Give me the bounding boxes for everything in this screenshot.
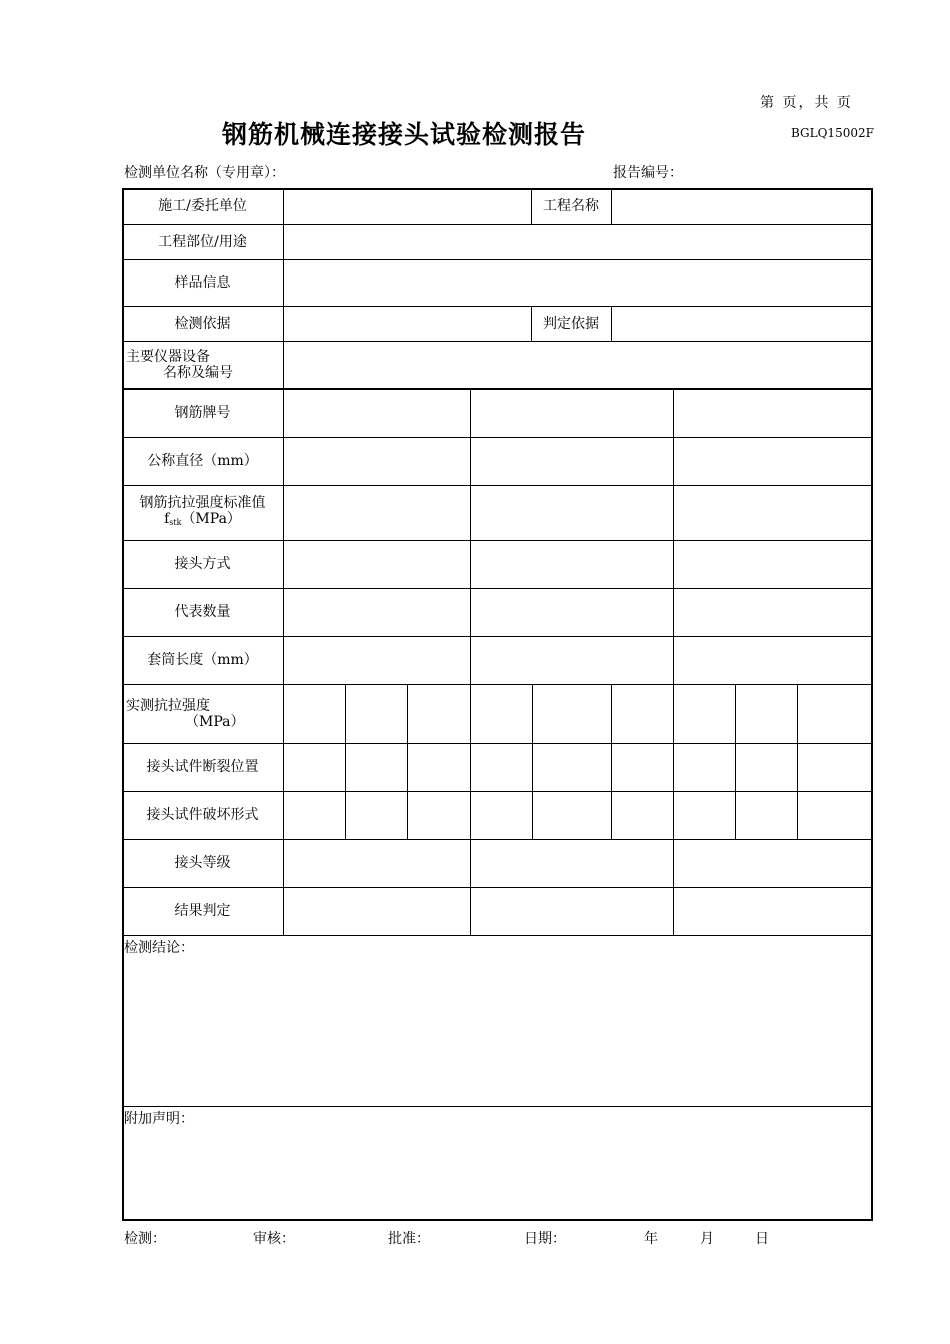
approver-label: 批准： <box>388 1231 430 1247</box>
column-divider <box>673 388 674 935</box>
column-divider <box>611 306 612 341</box>
page-number: 第 页，共 页 <box>760 95 853 111</box>
tensile-standard-line2 <box>164 511 241 531</box>
equipment-label-line2: 名称及编号 <box>163 364 233 381</box>
tester-label: 检测： <box>124 1231 166 1247</box>
equipment-label <box>122 341 283 388</box>
quantity-label: 代表数量 <box>174 604 231 620</box>
form-code: BGLQ15002F <box>791 126 874 140</box>
year-label: 年 <box>644 1231 658 1247</box>
measured-strength-line2: （MPa） <box>185 713 245 730</box>
rebar-grade-label: 钢筋牌号 <box>174 404 231 421</box>
date-label: 日期： <box>524 1231 566 1247</box>
column-divider <box>611 684 612 839</box>
joint-grade-label: 接头等级 <box>174 855 231 871</box>
sample-info-label: 样品信息 <box>174 274 231 291</box>
row-divider <box>122 1106 873 1107</box>
tensile-unit: （MPa） <box>181 510 241 527</box>
statement-label: 附加声明： <box>124 1111 194 1127</box>
tensile-symbol: f <box>164 510 170 527</box>
column-divider <box>407 684 408 839</box>
day-label: 日 <box>755 1231 769 1247</box>
judgment-basis-label: 判定依据 <box>543 315 599 332</box>
column-divider <box>345 684 346 839</box>
equipment-label-line1: 主要仪器设备 <box>126 348 210 365</box>
report-number-label: 报告编号： <box>613 165 683 181</box>
joint-type-label: 接头方式 <box>174 556 231 572</box>
sleeve-length-label: 套筒长度（mm） <box>147 652 258 668</box>
conclusion-label: 检测结论： <box>124 940 194 956</box>
testing-unit-label: 检测单位名称（专用章）： <box>124 165 285 181</box>
column-divider <box>735 684 736 839</box>
nominal-diameter-label: 公称直径（mm） <box>147 453 258 469</box>
project-name-label: 工程名称 <box>543 198 599 214</box>
client-label: 施工/委托单位 <box>158 198 247 214</box>
column-divider <box>797 684 798 839</box>
measured-strength-label <box>122 684 283 743</box>
column-divider <box>611 188 612 224</box>
test-basis-label: 检测依据 <box>174 315 231 332</box>
column-divider <box>283 188 284 935</box>
tensile-subscript: stk <box>169 517 182 527</box>
location-label: 工程部位/用途 <box>158 233 247 250</box>
tensile-standard-line1: 钢筋抗拉强度标准值 <box>139 494 266 511</box>
tensile-standard-label <box>122 485 283 540</box>
column-divider <box>470 388 471 935</box>
result-judgment-label: 结果判定 <box>174 903 231 919</box>
fracture-position-label: 接头试件断裂位置 <box>146 759 259 775</box>
month-label: 月 <box>700 1231 714 1247</box>
report-title: 钢筋机械连接接头试验检测报告 <box>222 120 587 149</box>
measured-strength-line1: 实测抗拉强度 <box>126 697 210 714</box>
row-divider <box>122 935 873 936</box>
column-divider <box>532 684 533 839</box>
reviewer-label: 审核： <box>253 1231 295 1247</box>
failure-mode-label: 接头试件破坏形式 <box>146 807 259 823</box>
